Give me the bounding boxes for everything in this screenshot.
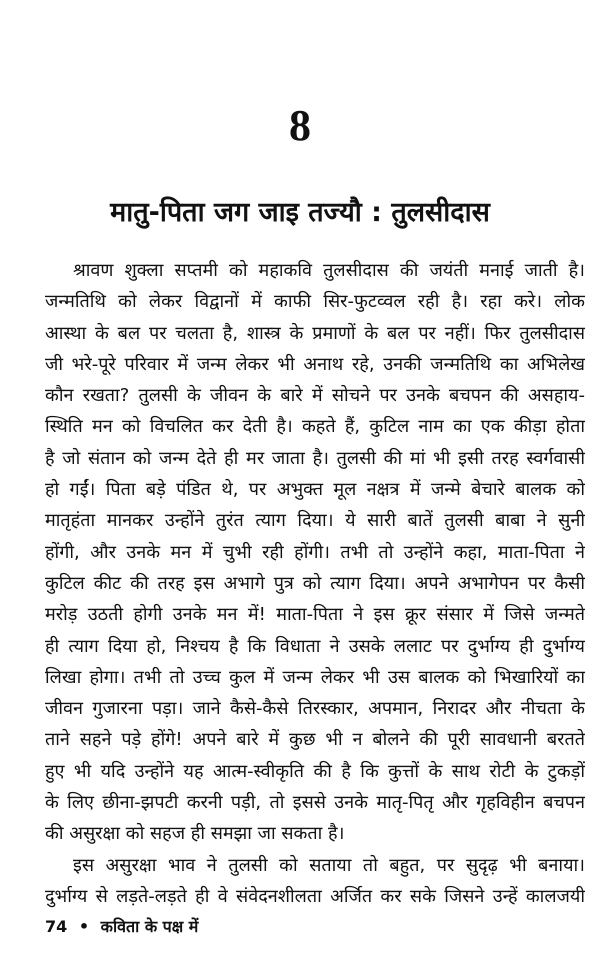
- text-line: की असुरक्षा को सहज ही समझा जा सकता है।: [45, 823, 345, 845]
- text-line: श्रावण शुक्ला सप्तमी को महाकवि तुलसीदास की जयंती मनाई जाती है।: [73, 260, 585, 281]
- text-line: ताने सहने पड़े होंगे! अपने बारे में कुछ भी न बोलने की पूरी सावधानी बरतते: [45, 729, 585, 751]
- page-footer: [45, 915, 204, 937]
- body-text: [45, 255, 585, 912]
- text-line: कुटिल कीट की तरह इस अभागे पुत्र को त्याग दिया। अपने अभागेपन पर कैसी: [45, 572, 585, 594]
- text-line: हुए भी यदि उन्होंने यह आत्म-स्वीकृति की है कि कुत्तों के साथ रोटी के टुकड़ों: [45, 760, 585, 782]
- text-line: जन्मतिथि को लेकर विद्वानों में काफी सिर-फुटव्वल रही है। रहा करे। लोक: [45, 291, 585, 313]
- text-line: इस असुरक्षा भाव ने तुलसी को सताया तो बहुत, पर सुदृढ़ भी बनाया।: [73, 854, 585, 876]
- text-line: जी भरे-पूरे परिवार में जन्म लेकर भी अनाथ रहे, उनकी जन्मतिथि का अभिलेख: [45, 353, 585, 375]
- chapter-number: 8: [289, 101, 311, 150]
- text-line: होंगी, और उनके मन में चुभी रही होंगी। तभी तो उन्होंने कहा, माता-पिता ने: [45, 541, 585, 563]
- text-line: दुर्भाग्य से लड़ते-लड़ते ही वे संवेदनशीलता अर्जित कर सके जिसने उन्हें कालजयी: [45, 885, 585, 907]
- text-line: मरोड़ उठती होगी उनके मन में! माता-पिता ने इस क्रूर संसार में जिसे जन्मते: [45, 604, 585, 626]
- text-line: है जो संतान को जन्म देते ही मर जाता है। तुलसी की मां भी इसी तरह स्वर्गवासी: [45, 447, 585, 469]
- text-line: जीवन गुजारना पड़ा। जाने कैसे-कैसे तिरस्कार, अपमान, निरादर और नीचता के: [45, 698, 585, 720]
- page-number: 74: [45, 917, 68, 936]
- text-line: मातृहंता मानकर उन्होंने तुरंत त्याग दिया। ये सारी बातें तुलसी बाबा ने सुनी: [45, 510, 585, 532]
- book-title: कविता के पक्ष में: [100, 917, 199, 936]
- text-line: के लिए छीना-झपटी करनी पड़ी, तो इससे उनके मातृ-पितृ और गृहविहीन बचपन: [45, 792, 585, 814]
- text-line: स्थिति मन को विचलित कर देती है। कहते हैं, कुटिल नाम का एक कीड़ा होता: [45, 416, 585, 438]
- text-line: कौन रखता? तुलसी के जीवन के बारे में सोचने पर उनके बचपन की असहाय-: [45, 385, 585, 407]
- text-line: हो गईं। पिता बड़े पंडित थे, पर अभुक्त मूल नक्षत्र में जन्मे बेचारे बालक को: [45, 479, 585, 501]
- text-line: ही त्याग दिया हो, निश्चय है कि विधाता ने उसके ललाट पर दुर्भाग्य ही दुर्भाग्य: [45, 635, 585, 657]
- chapter-title: मातु-पिता जग जाइ तज्यौ : तुलसीदास: [110, 197, 490, 228]
- bullet-separator: •: [78, 917, 90, 936]
- text-line: लिखा होगा। तभी तो उच्च कुल में जन्म लेकर भी उस बालक को भिखारियों का: [45, 666, 585, 688]
- text-line: आस्था के बल पर चलता है, शास्त्र के प्रमाणों के बल पर नहीं। फिर तुलसीदास: [45, 322, 585, 344]
